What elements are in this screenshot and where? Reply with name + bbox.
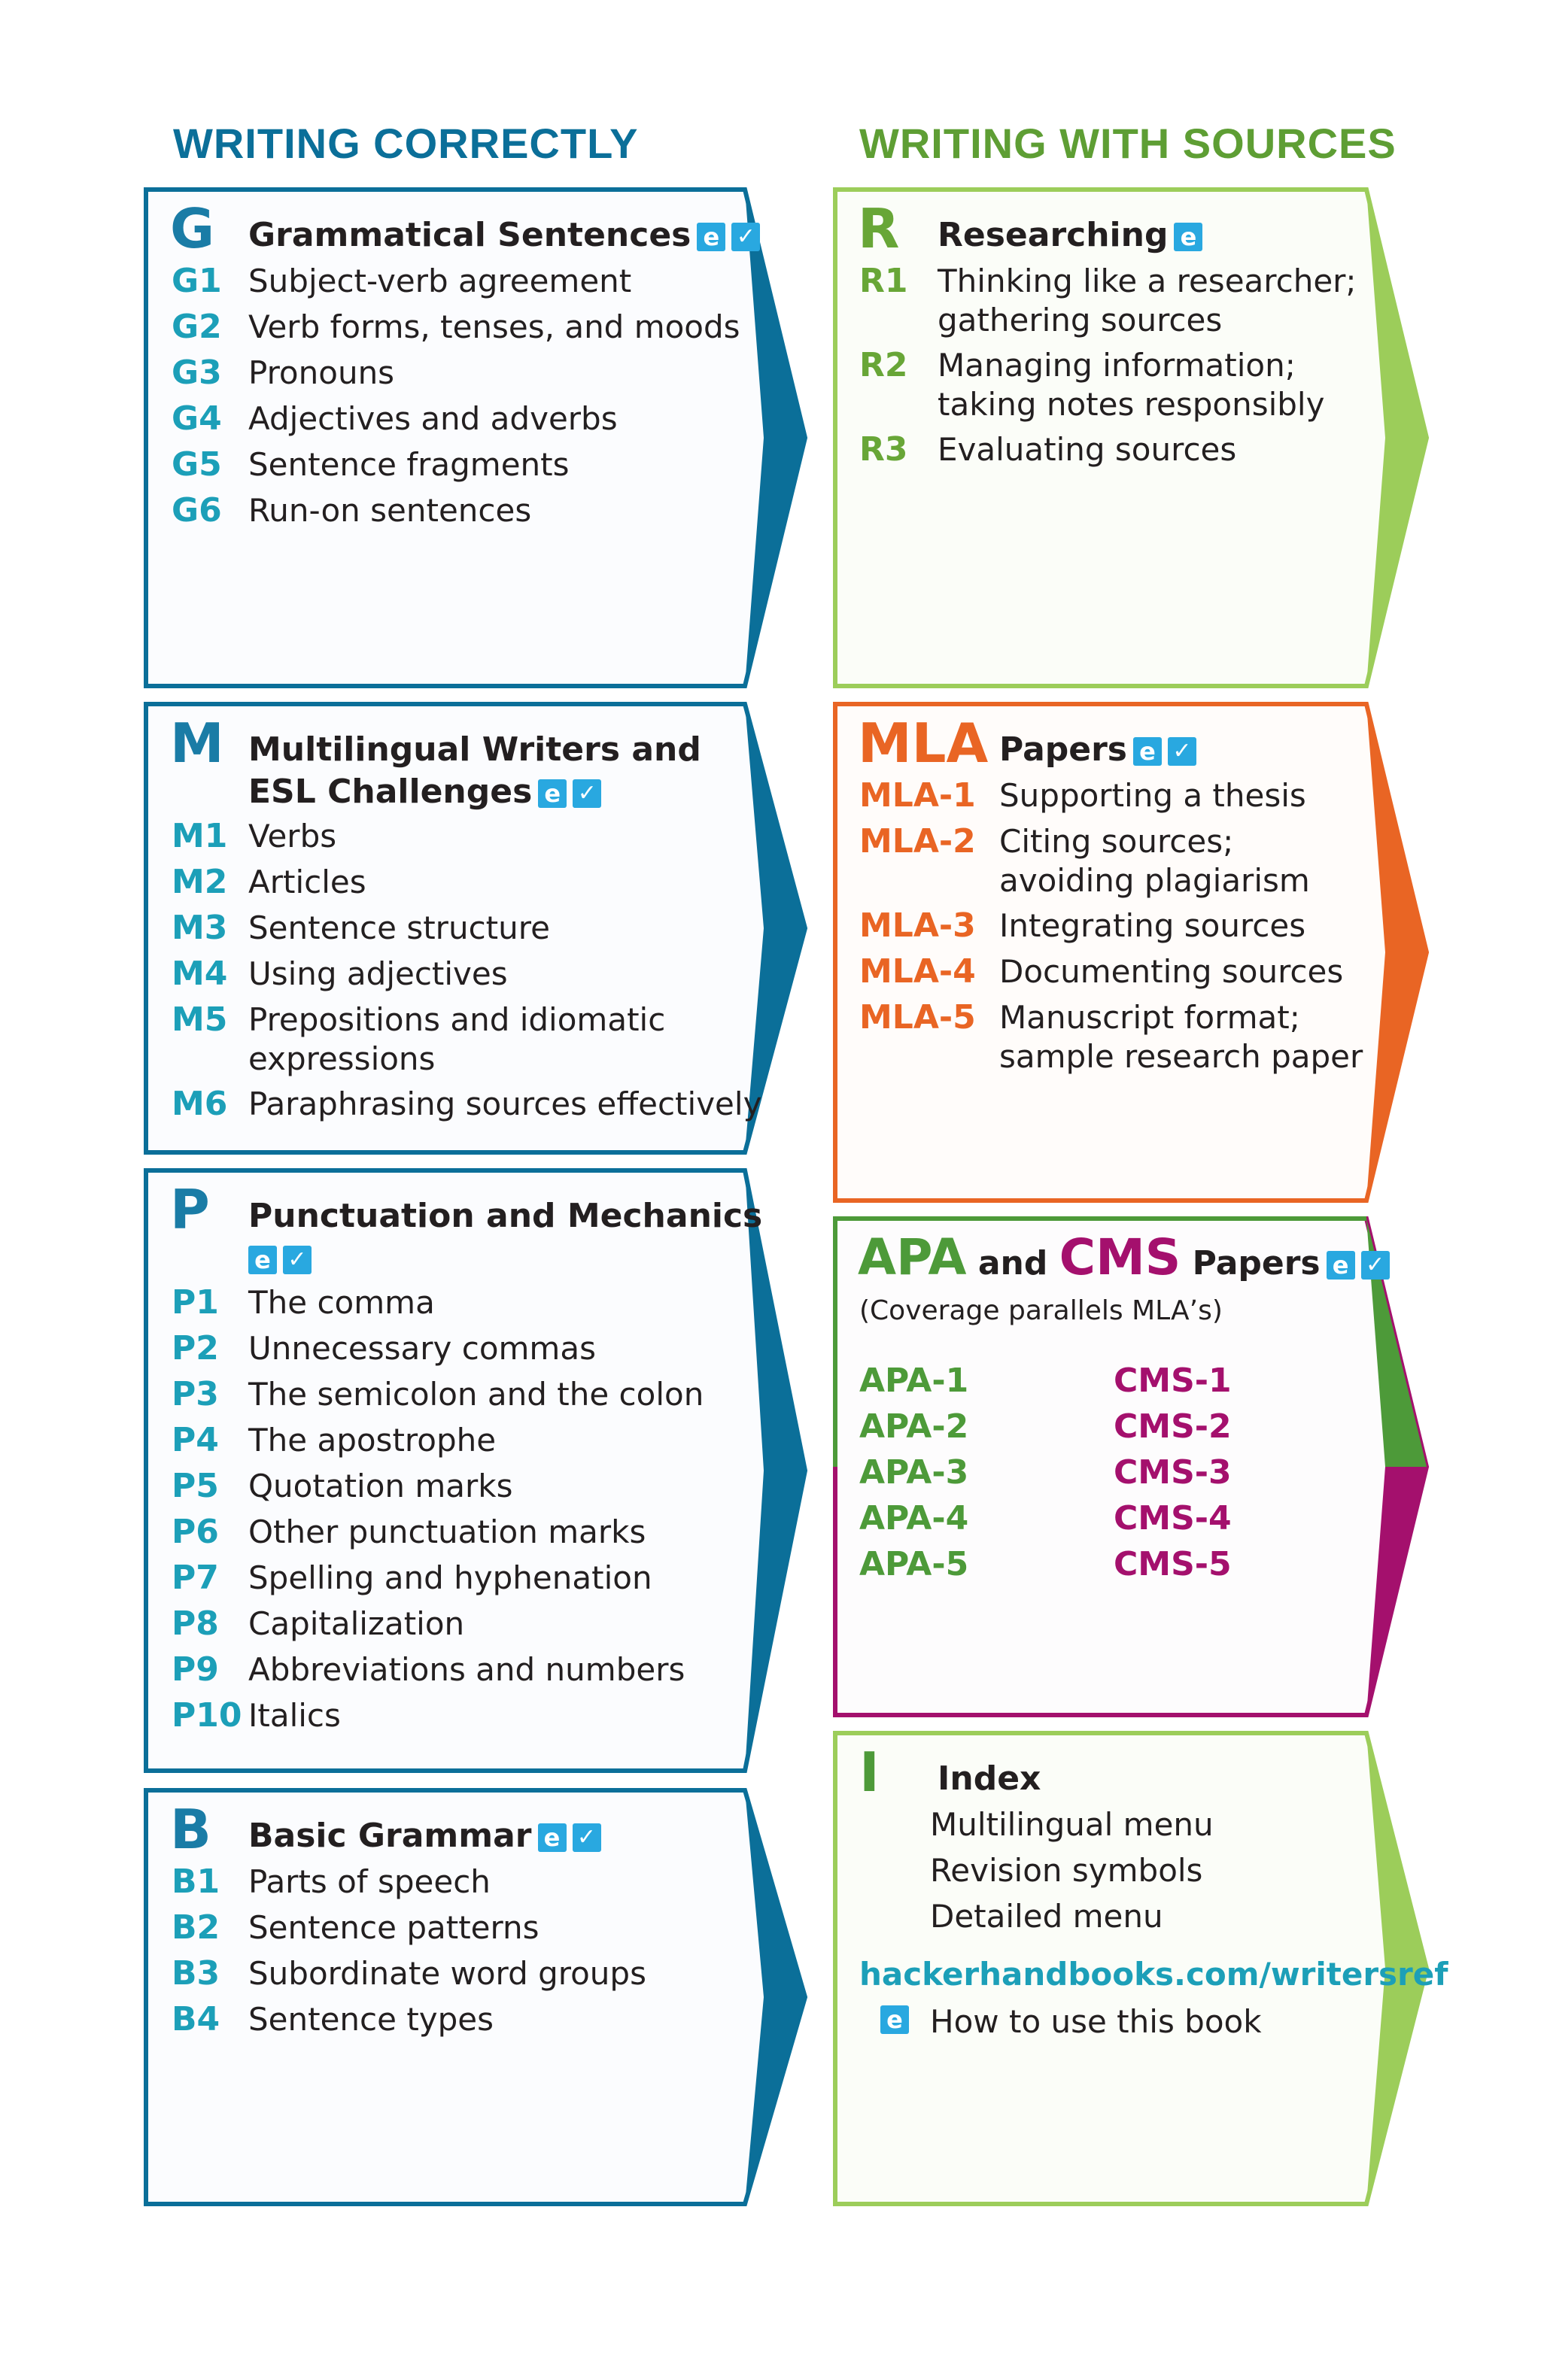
- right-column-title: WRITING WITH SOURCES: [859, 120, 1397, 167]
- item-code: P10: [172, 1696, 242, 1735]
- item-text[interactable]: Subordinate word groups: [248, 1955, 646, 1992]
- checkmark-icon[interactable]: ✓: [283, 1246, 312, 1274]
- section-m-title-line2: ESL Challenges: [248, 773, 533, 811]
- item-text[interactable]: Italics: [248, 1697, 341, 1734]
- ebook-icon[interactable]: e: [697, 223, 725, 251]
- section-mla-title: Papers: [999, 730, 1127, 769]
- section-r-letter: R: [858, 197, 900, 260]
- item-text-continued[interactable]: gathering sources: [938, 302, 1223, 338]
- item-code: G2: [172, 308, 222, 346]
- item-text[interactable]: Unnecessary commas: [248, 1330, 596, 1367]
- apa-label: APA: [858, 1228, 967, 1286]
- item-code: P6: [172, 1513, 219, 1551]
- section-index-title: Index: [938, 1759, 1041, 1798]
- item-code: P7: [172, 1559, 219, 1597]
- section-g-letter: G: [170, 197, 215, 260]
- item-text-continued[interactable]: taking notes responsibly: [938, 386, 1325, 423]
- cms-item[interactable]: CMS-2: [1114, 1407, 1232, 1446]
- ebook-icon[interactable]: e: [1133, 737, 1162, 766]
- item-text[interactable]: Sentence structure: [248, 909, 550, 946]
- item-code: B1: [172, 1862, 220, 1901]
- apa-item[interactable]: APA-1: [859, 1362, 969, 1400]
- item-code: P4: [172, 1421, 219, 1459]
- item-text[interactable]: Citing sources;: [999, 823, 1234, 860]
- section-p-icons: [242, 1237, 312, 1280]
- item-text[interactable]: Subject-verb agreement: [248, 263, 632, 299]
- item-text-continued[interactable]: sample research paper: [999, 1038, 1363, 1075]
- section-g-panel[interactable]: [143, 187, 813, 689]
- item-code: G5: [172, 445, 222, 484]
- item-code: M1: [172, 817, 228, 855]
- website-link[interactable]: hackerhandbooks.com/writersref: [859, 1956, 1448, 1993]
- index-item[interactable]: Revision symbols: [930, 1852, 1203, 1889]
- index-item[interactable]: Multilingual menu: [930, 1806, 1214, 1843]
- section-p-letter: P: [170, 1178, 210, 1241]
- item-code: B4: [172, 2000, 220, 2038]
- item-text[interactable]: Run-on sentences: [248, 492, 532, 529]
- item-text[interactable]: Pronouns: [248, 354, 395, 391]
- item-code: M5: [172, 1000, 228, 1039]
- section-b-letter: B: [170, 1798, 211, 1861]
- checkmark-icon[interactable]: ✓: [573, 779, 601, 808]
- item-code: R2: [859, 346, 908, 384]
- ebook-icon[interactable]: e: [538, 779, 567, 808]
- item-text[interactable]: Paraphrasing sources effectively: [248, 1085, 762, 1122]
- section-index-panel[interactable]: [832, 1730, 1448, 2207]
- item-code: P1: [172, 1283, 219, 1322]
- section-mla-title-row: [999, 728, 1196, 772]
- item-text[interactable]: Using adjectives: [248, 955, 508, 992]
- item-code: P5: [172, 1467, 219, 1505]
- item-text[interactable]: Verb forms, tenses, and moods: [248, 308, 740, 345]
- ebook-icon[interactable]: e: [538, 1823, 567, 1852]
- item-text-continued[interactable]: expressions: [248, 1040, 436, 1077]
- item-code: P3: [172, 1375, 219, 1413]
- cms-item[interactable]: CMS-3: [1114, 1453, 1232, 1492]
- checkmark-icon[interactable]: ✓: [1361, 1251, 1390, 1280]
- section-p-title: Punctuation and Mechanics: [248, 1197, 763, 1235]
- item-code: MLA-5: [859, 998, 976, 1037]
- checkmark-icon[interactable]: ✓: [1168, 737, 1196, 766]
- item-text[interactable]: Managing information;: [938, 347, 1296, 384]
- item-text[interactable]: The semicolon and the colon: [248, 1376, 704, 1413]
- item-text[interactable]: Integrating sources: [999, 907, 1306, 944]
- item-code: M3: [172, 909, 228, 947]
- item-code: MLA-4: [859, 952, 976, 991]
- item-code: G6: [172, 491, 222, 530]
- item-code: P9: [172, 1650, 219, 1689]
- item-text[interactable]: Sentence patterns: [248, 1909, 540, 1946]
- item-code: G3: [172, 354, 222, 392]
- item-text-continued[interactable]: avoiding plagiarism: [999, 862, 1310, 899]
- cms-item[interactable]: CMS-1: [1114, 1362, 1232, 1400]
- left-column-title: WRITING CORRECTLY: [173, 120, 639, 167]
- section-b-title: Basic Grammar: [248, 1817, 532, 1855]
- section-r-title: Researching: [938, 216, 1169, 254]
- apa-cms-title-row: [858, 1228, 1390, 1294]
- section-b-panel[interactable]: [143, 1787, 813, 2207]
- item-code: R1: [859, 262, 908, 300]
- and-label: and: [977, 1244, 1048, 1283]
- section-b-title-row: [248, 1814, 601, 1858]
- item-code: G4: [172, 399, 222, 438]
- item-text[interactable]: Thinking like a researcher;: [938, 263, 1357, 299]
- item-text[interactable]: Sentence fragments: [248, 446, 570, 483]
- item-code: B3: [172, 1954, 220, 1993]
- item-code: B2: [172, 1908, 220, 1947]
- item-text[interactable]: Verbs: [248, 818, 337, 855]
- cms-label: CMS: [1059, 1228, 1181, 1286]
- item-text[interactable]: Sentence types: [248, 2001, 494, 2038]
- item-text[interactable]: Supporting a thesis: [999, 777, 1306, 814]
- section-mla-letter: MLA: [858, 712, 989, 775]
- item-code: P2: [172, 1329, 219, 1368]
- apa-item[interactable]: APA-4: [859, 1499, 969, 1538]
- item-text[interactable]: Quotation marks: [248, 1468, 513, 1504]
- item-text[interactable]: Articles: [248, 864, 366, 900]
- cms-item[interactable]: CMS-5: [1114, 1545, 1232, 1583]
- section-mla-panel[interactable]: [832, 701, 1434, 1204]
- section-g-title: Grammatical Sentences: [248, 216, 691, 254]
- item-text[interactable]: Documenting sources: [999, 953, 1344, 990]
- item-text[interactable]: Evaluating sources: [938, 431, 1237, 468]
- checkmark-icon[interactable]: ✓: [731, 223, 760, 251]
- item-text[interactable]: Manuscript format;: [999, 999, 1300, 1036]
- coverage-note: (Coverage parallels MLA’s): [859, 1295, 1223, 1326]
- item-code: MLA-1: [859, 776, 976, 815]
- item-code: MLA-2: [859, 822, 976, 861]
- ebook-icon[interactable]: e: [248, 1246, 277, 1274]
- item-text[interactable]: Other punctuation marks: [248, 1513, 646, 1550]
- papers-label: Papers: [1192, 1244, 1321, 1283]
- item-code: MLA-3: [859, 906, 976, 945]
- section-apa-cms-panel[interactable]: [832, 1216, 1434, 1718]
- section-r-panel[interactable]: [832, 187, 1434, 689]
- checkmark-icon[interactable]: ✓: [573, 1823, 601, 1852]
- item-code: P8: [172, 1604, 219, 1643]
- item-code: M2: [172, 863, 228, 901]
- item-code: M6: [172, 1085, 228, 1123]
- section-m-title-line1: Multilingual Writers and: [248, 730, 701, 769]
- item-text[interactable]: The comma: [248, 1284, 435, 1321]
- item-text[interactable]: Capitalization: [248, 1605, 465, 1642]
- item-text[interactable]: Adjectives and adverbs: [248, 400, 618, 437]
- index-item[interactable]: Detailed menu: [930, 1898, 1163, 1935]
- section-m-title-row2: [248, 770, 601, 814]
- section-index-letter: I: [859, 1741, 880, 1804]
- section-r-title-row: [938, 214, 1202, 257]
- item-text[interactable]: Prepositions and idiomatic: [248, 1001, 666, 1038]
- how-to-use-text[interactable]: How to use this book: [930, 2003, 1262, 2040]
- item-text[interactable]: Spelling and hyphenation: [248, 1559, 652, 1596]
- apa-item[interactable]: APA-3: [859, 1453, 969, 1492]
- ebook-icon[interactable]: e: [1174, 223, 1202, 251]
- item-code: R3: [859, 430, 908, 469]
- item-text[interactable]: Parts of speech: [248, 1863, 491, 1900]
- section-g-title-row: [248, 214, 760, 257]
- ebook-icon[interactable]: e: [1327, 1251, 1355, 1280]
- item-text[interactable]: The apostrophe: [248, 1422, 497, 1459]
- section-p-panel[interactable]: [143, 1167, 813, 1774]
- cms-item[interactable]: CMS-4: [1114, 1499, 1232, 1538]
- item-text[interactable]: Abbreviations and numbers: [248, 1651, 685, 1688]
- apa-item[interactable]: APA-5: [859, 1545, 969, 1583]
- ebook-icon[interactable]: e: [880, 2005, 909, 2034]
- item-code: G1: [172, 262, 222, 300]
- item-code: M4: [172, 955, 228, 993]
- apa-item[interactable]: APA-2: [859, 1407, 969, 1446]
- section-m-panel[interactable]: [143, 701, 813, 1155]
- section-m-letter: M: [170, 712, 224, 775]
